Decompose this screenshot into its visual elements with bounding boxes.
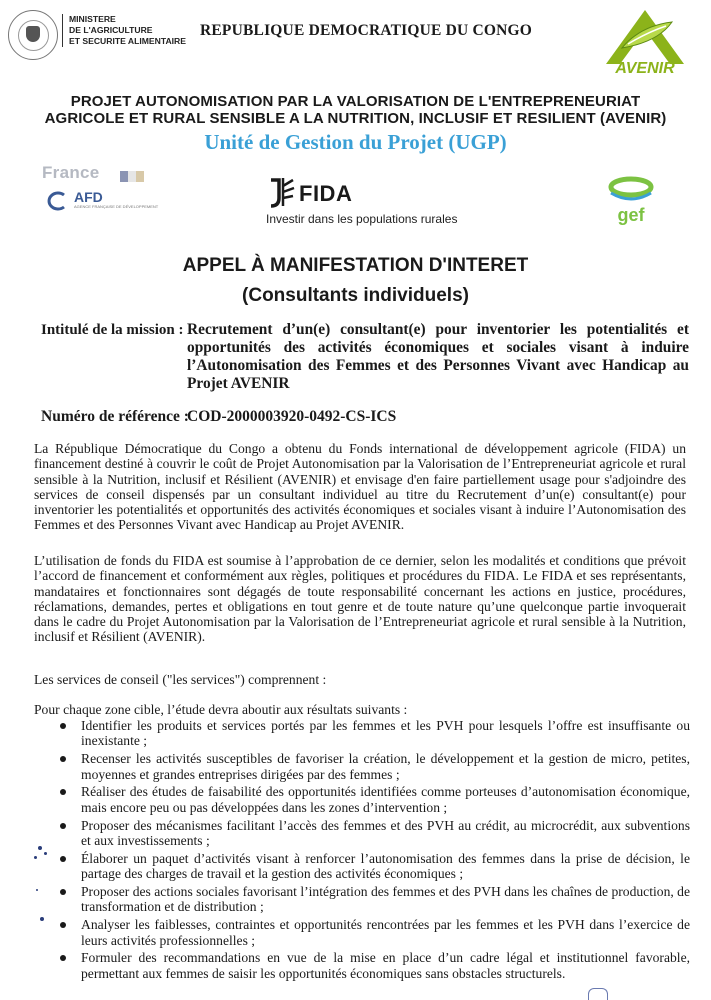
document-title: APPEL À MANIFESTATION D'INTERET [182, 255, 529, 276]
list-item-text: Réaliser des études de faisabilité des opportunités identifiées comme porteuses d’autonomisation économique, mais encore peu ou pas développées dans les zones d’intervention ; [81, 784, 690, 815]
bullet-icon [60, 823, 66, 829]
france-logo-text: France [42, 163, 100, 182]
list-item-text: Recenser les activités susceptibles de favoriser la création, le développement et la gestion de micro, petites, moyennes et grandes entreprises dirigées par des femmes ; [81, 751, 690, 782]
list-item-text: Formuler des recommandations en vue de la mise en place d’un cadre légal et institutionnel favorable, permettant aux femmes de saisir les opportunités économiques sans obstacles structurels. [81, 950, 690, 981]
reference-label: Numéro de référence : [41, 408, 189, 425]
gef-logo-icon [605, 173, 657, 225]
bullet-icon [60, 955, 66, 961]
ministry-seal-icon [8, 10, 58, 60]
list-item-text: Élaborer un paquet d’activités visant à renforcer l’autonomisation des femmes dans la prise de décision, le partage des charges de travail et la gestion des activités économiques ; [81, 850, 690, 882]
list-item [60, 851, 690, 882]
avenir-logo [600, 8, 690, 88]
scan-speck [40, 917, 44, 921]
scan-speck [34, 856, 37, 859]
project-title [20, 93, 691, 127]
ministry-line: ET SECURITE ALIMENTAIRE [69, 36, 186, 46]
document-subtitle: (Consultants individuels) [242, 285, 469, 306]
list-item-text: Proposer des mécanismes facilitant l’accès des femmes et des PVH au crédit, au microcrédit, aux subventions et aux investissements ; [81, 817, 690, 849]
results-intro: Pour chaque zone cible, l’étude devra aboutir aux résultats suivants : [34, 702, 408, 717]
afd-subtitle: AGENCE FRANÇAISE DE DÉVELOPPEMENT [74, 204, 159, 209]
body-paragraph: La République Démocratique du Congo a obtenu du Fonds international de développement agricole (FIDA) un financement destiné à couvrir le coût de Projet Autonomisation par la Valorisation de l’Entrepreneuriat agricole et rural sensible à la Nutrition, inclusif et Résilient (AVENIR) et envisage d'en faire partiellement usage pour s'adjoindre des services de conseil dispensés par un consultant individuel au titre du Recrutement d’un(e) consultant(e) pour inventorier les potentialités et opportunités des activités économiques et sociales visant à induire l’Autonomisation des Femmes et des Personnes Vivant avec Handicap au Projet AVENIR. [34, 441, 686, 533]
list-item [60, 751, 690, 782]
unit-title: Unité de Gestion du Projet (UGP) [204, 130, 507, 154]
list-item [60, 917, 690, 948]
bullet-icon [60, 723, 66, 729]
list-item-text: Proposer des actions sociales favorisant l’intégration des femmes et des PVH dans les chaînes de production, de transformation et de distribution ; [81, 884, 690, 915]
project-title-line: AGRICOLE ET RURAL SENSIBLE A LA NUTRITION, INCLUSIF ET RESILIENT (AVENIR) [44, 110, 667, 127]
republic-heading: REPUBLIQUE DEMOCRATIQUE DU CONGO [200, 22, 533, 39]
results-list [60, 718, 690, 984]
list-item [60, 950, 690, 981]
fida-logo-icon [267, 176, 297, 210]
list-item [60, 784, 690, 815]
avenir-logo-text: AVENIR [615, 60, 675, 77]
gef-logo-text: gef [617, 205, 645, 225]
list-item-text: Analyser les faiblesses, contraintes et opportunités rencontrées par les femmes et les PVH dans l’exercice de leurs activités professionnelles ; [81, 917, 690, 948]
scan-speck [38, 846, 42, 850]
ministry-name [62, 14, 209, 47]
scan-mark-icon [588, 988, 608, 1000]
fida-logo-text: FIDA [299, 181, 353, 206]
avenir-leaf-icon [600, 8, 690, 66]
project-title-line: PROJET AUTONOMISATION PAR LA VALORISATION DE L'ENTREPRENEURIAT [70, 93, 641, 110]
mission-text: Recrutement d’un(e) consultant(e) pour inventorier les potentialités et opportunités des activités économiques et sociales visant à induire l’Autonomisation des Femmes et des Personnes Vivant avec Handicap au Projet AVENIR [187, 321, 689, 392]
list-item-text: Identifier les produits et services portés par les femmes et les PVH pour lesquels l’offre est insuffisante ou inexistante ; [81, 718, 690, 749]
afd-logo-text: AFD [74, 189, 103, 205]
bullet-icon [60, 756, 66, 762]
body-paragraph: L’utilisation de fonds du FIDA est soumise à l’approbation de ce dernier, selon les modalités et conditions que prévoit l’accord de financement et conformément aux règles, politiques et procédures du FIDA. Le FIDA et ses représentants, mandataires et fonctionnaires sont dégagés de toute responsabilité concernant les actions en justice, procédures, réclamations, demandes, pertes et obligations en tout genre et de toute nature qu’une quelconque partie invoquerait dans le cadre du Projet Autonomisation par la Valorisation de l’Entrepreneuriat agricole et rural sensible à la Nutrition, inclusif et Résilient (AVENIR). [34, 553, 686, 645]
scan-speck [44, 852, 47, 855]
france-flag-icon [120, 169, 148, 180]
fida-tagline: Investir dans les populations rurales [266, 212, 458, 226]
bullet-icon [60, 922, 66, 928]
ministry-line: DE L'AGRICULTURE [69, 25, 153, 35]
scan-speck [36, 889, 38, 891]
bullet-icon [60, 789, 66, 795]
services-intro: Les services de conseil ("les services") comprennent : [34, 672, 327, 687]
bullet-icon [60, 889, 66, 895]
list-item [60, 718, 690, 749]
reference-number: COD-2000003920-0492-CS-ICS [187, 408, 397, 425]
mission-label: Intitulé de la mission : [41, 322, 184, 338]
afd-logo-icon [44, 191, 68, 211]
bullet-icon [60, 856, 66, 862]
ministry-line: MINISTERE [69, 14, 116, 24]
list-item [60, 818, 690, 849]
list-item [60, 884, 690, 915]
